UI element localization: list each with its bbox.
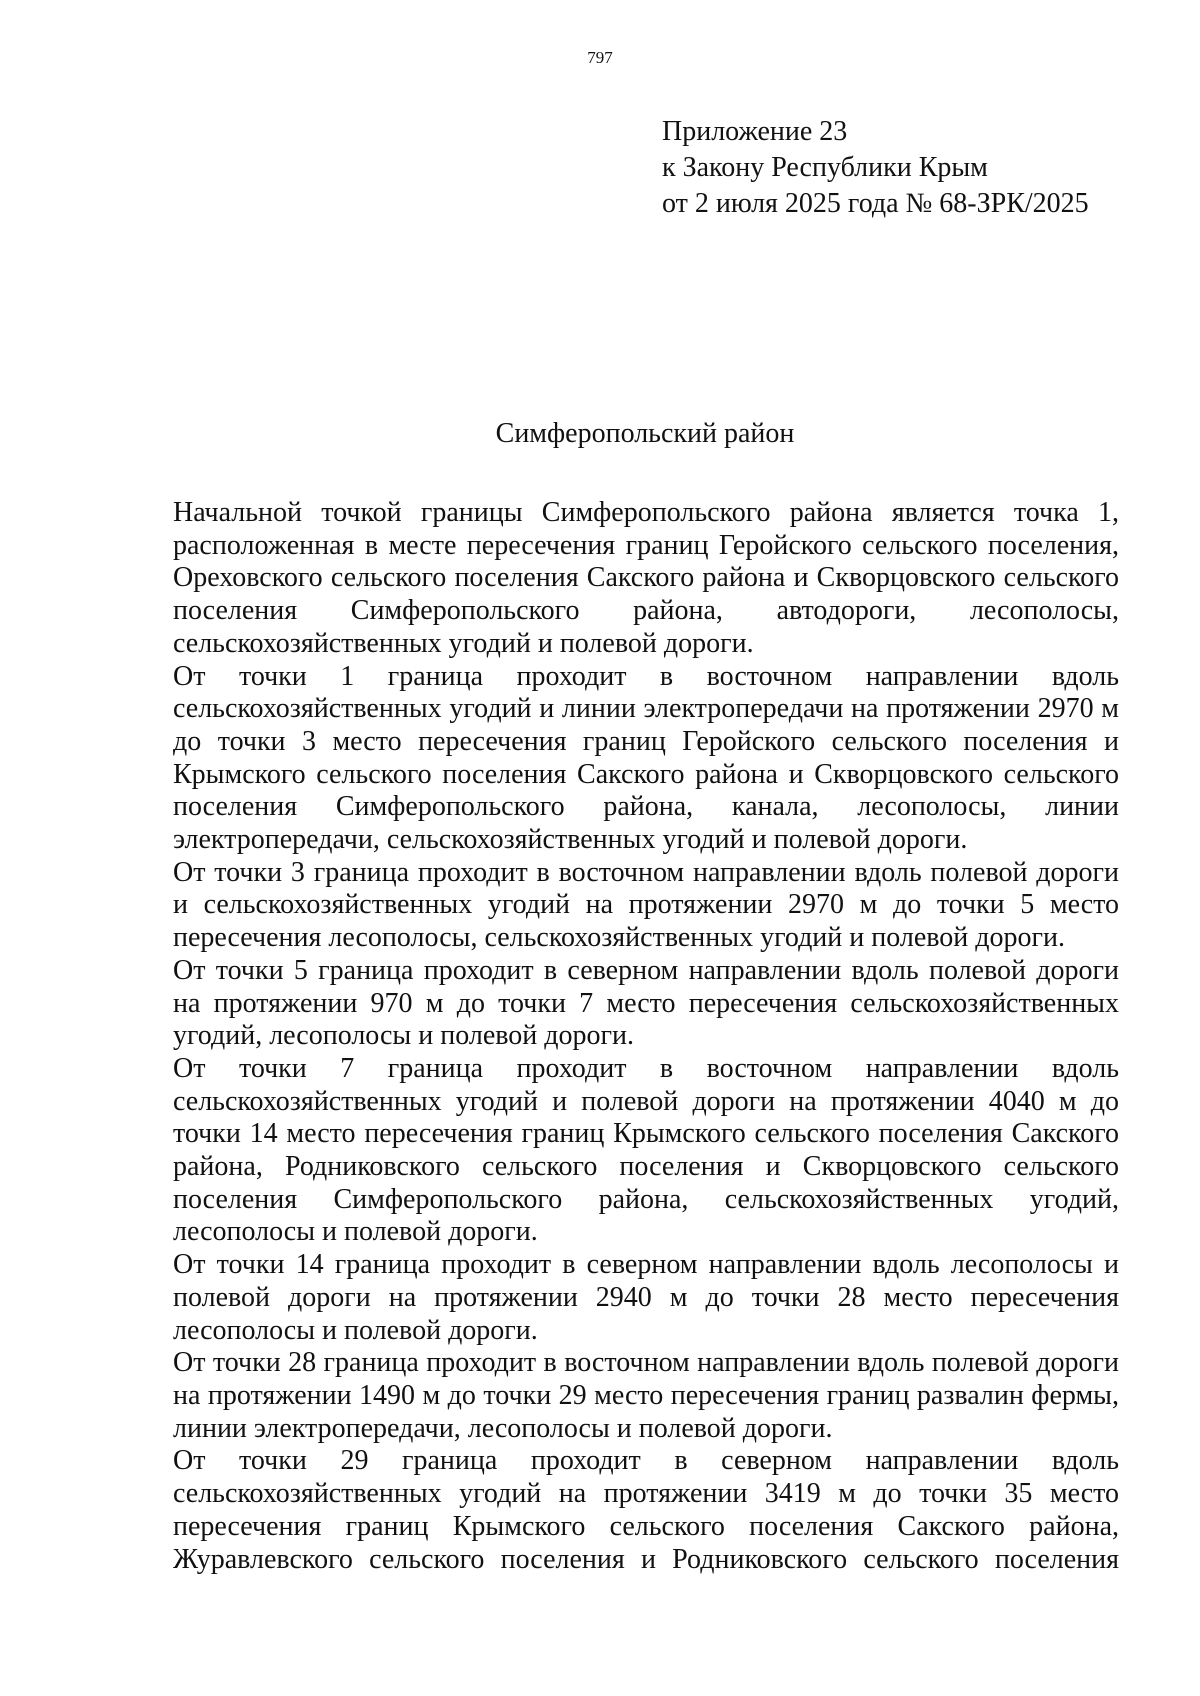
appendix-header xyxy=(662,114,1089,222)
appendix-law-reference: к Закону Республики Крым xyxy=(662,152,988,183)
paragraph: Начальной точкой границы Симферопольского района является точка 1, расположенная в месте пересечения границ Геройского сельского поселения, Ореховского сельского поселения Сакского района и Скворцовского сельского поселения Симферопольского района, автодороги, лесополосы, сельскохозяйственных угодий и полевой дороги. xyxy=(173,497,1119,659)
paragraph: От точки 14 граница проходит в северном направлении вдоль лесополосы и полевой дороги на протяжении 2940 м до точки 28 место пересечения лесополосы и полевой дороги. xyxy=(173,1249,1119,1346)
appendix-law-date: от 2 июля 2025 года № 68-ЗРК/2025 xyxy=(662,188,1089,219)
page-number: 797 xyxy=(587,48,613,67)
paragraph: От точки 7 граница проходит в восточном направлении вдоль сельскохозяйственных угодий и полевой дороги на протяжении 4040 м до точки 14 место пересечения границ Крымского сельского поселения Сакского района, Родниковского сельского поселения и Скворцовского сельского поселения Симферопольского района, сельскохозяйственных угодий, лесополосы и полевой дороги. xyxy=(173,1052,1119,1248)
paragraph: От точки 1 граница проходит в восточном направлении вдоль сельскохозяйственных угодий и линии электропередачи на протяжении 2970 м до точки 3 место пересечения границ Геройского сельского поселения и Крымского сельского поселения Сакского района и Скворцовского сельского поселения Симферопольского района, канала, лесополосы, линии электропередачи, сельскохозяйственных угодий и полевой дороги. xyxy=(173,660,1119,856)
document-title: Симферопольский район xyxy=(495,418,795,449)
paragraph: От точки 29 граница проходит в северном направлении вдоль сельскохозяйственных угодий на протяжении 3419 м до точки 35 место пересечения границ Крымского сельского поселения Сакского района, Журавлевского сельского поселения и Родниковского сельского поселения xyxy=(173,1445,1119,1575)
appendix-title: Приложение 23 xyxy=(662,116,848,147)
paragraph: От точки 5 граница проходит в северном направлении вдоль полевой дороги на протяжении 970 м до точки 7 место пересечения сельскохозяйственных угодий, лесополосы и полевой дороги. xyxy=(173,954,1119,1052)
document-body xyxy=(173,497,1119,1576)
paragraph: От точки 28 граница проходит в восточном направлении вдоль полевой дороги на протяжении 1490 м до точки 29 место пересечения границ развалин фермы, линии электропередачи, лесополосы и полевой дороги. xyxy=(173,1347,1119,1444)
paragraph: От точки 3 граница проходит в восточном направлении вдоль полевой дороги и сельскохозяйственных угодий на протяжении 2970 м до точки 5 место пересечения лесополосы, сельскохозяйственных угодий и полевой дороги. xyxy=(173,856,1119,954)
